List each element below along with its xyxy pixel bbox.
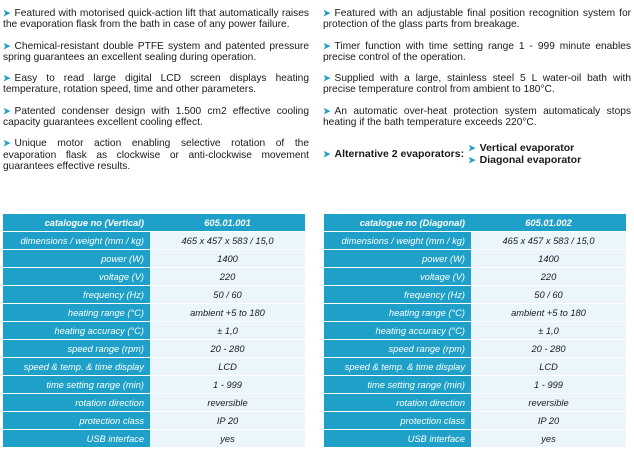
spec-label: catalogue no (Diagonal) — [324, 214, 471, 231]
arrow-right-icon: ➤ — [323, 8, 331, 18]
spec-value: 605.01.002 — [471, 214, 626, 231]
spec-label: dimensions / weight (mm / kg) — [324, 232, 471, 249]
alternative-item: ➤ Vertical evaporator — [468, 142, 575, 155]
arrow-right-icon: ➤ — [3, 73, 11, 84]
arrow-right-icon: ➤ — [323, 105, 331, 116]
spec-label: USB interface — [324, 430, 471, 447]
feature-item: ➤ Unique motor action enabling selective rotation of the evaporation flask as clockwise or anti-clockwise movement guarantees effective results. — [3, 138, 309, 172]
arrow-right-icon: ➤ — [468, 155, 476, 166]
alternative-item: ➤ Diagonal evaporator — [468, 154, 582, 167]
feature-item: ➤ Timer function with time setting range 1 - 999 minute enables precise control of the operation. — [323, 40, 631, 63]
spec-label: dimensions / weight (mm / kg) — [3, 232, 150, 249]
spec-label: heating range (°C) — [324, 304, 471, 321]
spec-label: USB interface — [3, 430, 150, 447]
table-row — [324, 340, 626, 357]
feature-item: ➤ Featured with motorised quick-action lift that automatically raises the evaporation flask from the bath in case of any power failure. — [3, 8, 309, 31]
spec-value: ± 1,0 — [471, 322, 626, 339]
spec-label: power (W) — [324, 250, 471, 267]
arrow-right-icon: ➤ — [3, 8, 11, 18]
spec-value: yes — [471, 430, 626, 447]
spec-value: IP 20 — [471, 412, 626, 429]
spec-value: 220 — [471, 268, 626, 285]
table-row — [324, 376, 626, 393]
table-row — [324, 250, 626, 267]
table-row — [324, 412, 626, 429]
table-row — [324, 430, 626, 447]
spec-value: ambient +5 to 180 — [471, 304, 626, 321]
spec-value: 1400 — [471, 250, 626, 267]
table-row — [3, 214, 305, 231]
table-row — [3, 376, 305, 393]
alternative-list — [468, 142, 581, 166]
spec-value: LCD — [471, 358, 626, 375]
spec-label: rotation direction — [324, 394, 471, 411]
arrow-right-icon: ➤ — [323, 148, 331, 159]
feature-item: ➤ Easy to read large digital LCD screen displays heating temperature, rotation speed, time and other parameters. — [3, 73, 309, 96]
spec-label: protection class — [3, 412, 150, 429]
spec-label: catalogue no (Vertical) — [3, 214, 150, 231]
table-row — [324, 268, 626, 285]
spec-label: speed range (rpm) — [324, 340, 471, 357]
features-left — [3, 8, 309, 182]
spec-value: 465 x 457 x 583 / 15,0 — [150, 232, 305, 249]
spec-value: 220 — [150, 268, 305, 285]
table-row — [324, 322, 626, 339]
spec-value: 1 - 999 — [471, 376, 626, 393]
spec-value: LCD — [150, 358, 305, 375]
table-row — [3, 322, 305, 339]
table-row — [3, 358, 305, 375]
spec-label: heating range (°C) — [3, 304, 150, 321]
table-row — [3, 340, 305, 357]
table-row — [3, 250, 305, 267]
feature-item: ➤ An automatic over-heat protection system automaticaly stops heating if the bath temperature exceeds 220°C. — [323, 105, 631, 129]
table-row — [324, 304, 626, 321]
features-right — [323, 8, 631, 166]
spec-value: 605.01.001 — [150, 214, 305, 231]
table-row — [324, 358, 626, 375]
spec-value: ± 1,0 — [150, 322, 305, 339]
spec-label: speed & temp. & time display — [324, 358, 471, 375]
feature-item: ➤ Supplied with a large, stainless steel 5 L water-oil bath with precise temperature control from ambient to 180°C. — [323, 73, 631, 96]
spec-value: 1400 — [150, 250, 305, 267]
table-row — [3, 304, 305, 321]
arrow-right-icon: ➤ — [323, 40, 331, 51]
spec-table-diagonal — [324, 213, 626, 448]
spec-value: 1 - 999 — [150, 376, 305, 393]
table-row — [324, 232, 626, 249]
table-row — [3, 394, 305, 411]
spec-value: IP 20 — [150, 412, 305, 429]
spec-label: time setting range (min) — [324, 376, 471, 393]
table-row — [324, 214, 626, 231]
spec-label: power (W) — [3, 250, 150, 267]
feature-item: ➤ Patented condenser design with 1.500 cm2 effective cooling capacity guarantees excellent cooling effect. — [3, 105, 309, 129]
spec-label: time setting range (min) — [3, 376, 150, 393]
spec-value: 465 x 457 x 583 / 15,0 — [471, 232, 626, 249]
table-row — [3, 430, 305, 447]
spec-value: 20 - 280 — [150, 340, 305, 357]
alternative-evaporators — [323, 142, 631, 166]
feature-item: ➤ Featured with an adjustable final position recognition system for protection of the glass parts from breakage. — [323, 8, 631, 31]
spec-label: protection class — [324, 412, 471, 429]
spec-label: heating accuracy (°C) — [324, 322, 471, 339]
table-row — [3, 268, 305, 285]
arrow-right-icon: ➤ — [3, 138, 11, 149]
table-row — [3, 412, 305, 429]
spec-label: speed & temp. & time display — [3, 358, 150, 375]
table-row — [324, 394, 626, 411]
spec-label: rotation direction — [3, 394, 150, 411]
spec-label: frequency (Hz) — [3, 286, 150, 303]
arrow-right-icon: ➤ — [3, 40, 11, 51]
spec-value: reversible — [471, 394, 626, 411]
feature-item: ➤ Chemical-resistant double PTFE system and patented pressure spring guarantees an excellent sealing during operation. — [3, 40, 309, 63]
spec-value: ambient +5 to 180 — [150, 304, 305, 321]
spec-label: speed range (rpm) — [3, 340, 150, 357]
spec-value: yes — [150, 430, 305, 447]
spec-label: voltage (V) — [324, 268, 471, 285]
spec-label: frequency (Hz) — [324, 286, 471, 303]
arrow-right-icon: ➤ — [3, 105, 11, 116]
spec-value: 50 / 60 — [471, 286, 626, 303]
spec-value: 20 - 280 — [471, 340, 626, 357]
arrow-right-icon: ➤ — [323, 73, 331, 84]
spec-label: voltage (V) — [3, 268, 150, 285]
table-row — [324, 286, 626, 303]
spec-value: reversible — [150, 394, 305, 411]
spec-value: 50 / 60 — [150, 286, 305, 303]
table-row — [3, 232, 305, 249]
table-row — [3, 286, 305, 303]
spec-label: heating accuracy (°C) — [3, 322, 150, 339]
alternative-label: Alternative 2 evaporators: — [334, 148, 465, 161]
spec-table-vertical — [3, 213, 305, 448]
arrow-right-icon: ➤ — [468, 143, 476, 154]
